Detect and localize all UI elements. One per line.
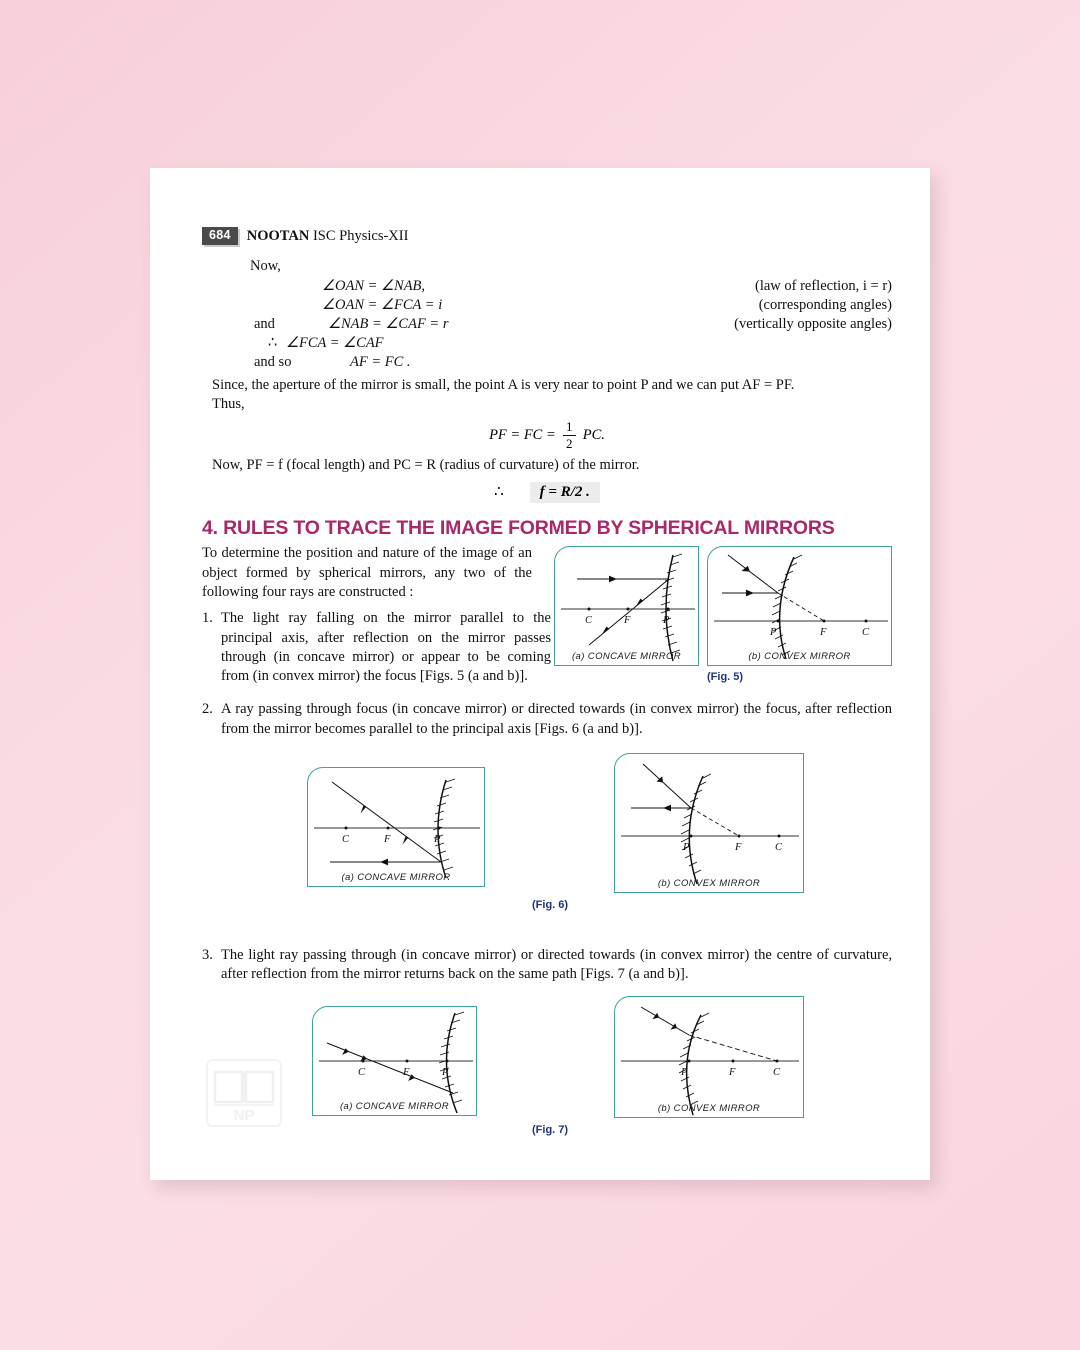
- math-row: [202, 354, 892, 373]
- publisher-watermark: [205, 1058, 283, 1128]
- figure-7b-caption: (b) CONVEX MIRROR: [657, 1103, 761, 1115]
- figure-6a-concave-mirror: [307, 767, 485, 887]
- math-lead: ∴: [268, 335, 278, 351]
- figure-7a-label-P: P: [442, 1067, 449, 1079]
- math-row: [202, 335, 892, 354]
- math-equation: AF = FC .: [350, 354, 411, 370]
- thus-label: Thus,: [212, 396, 245, 413]
- page-content: [202, 226, 892, 1156]
- open-book-icon: [205, 1058, 283, 1128]
- figure-6-tag: (Fig. 6): [532, 898, 569, 911]
- figure-6b-label-F: F: [735, 841, 742, 853]
- fraction-one-half: [563, 420, 576, 450]
- math-equation: ∠OAN = ∠NAB,: [322, 278, 426, 294]
- watermark-np-text: NP: [233, 1107, 255, 1124]
- figure-7b-diagram: [615, 997, 805, 1119]
- figure-6a-diagram: [308, 768, 486, 888]
- rule-item-2: [202, 700, 892, 739]
- math-equation: ∠OAN = ∠FCA = i: [322, 297, 443, 313]
- therefore-symbol: ∴: [494, 484, 504, 501]
- figure-6a-label-P: P: [434, 833, 441, 845]
- now-label: Now,: [250, 258, 281, 274]
- math-row: [202, 278, 892, 297]
- figure-6a-label-F: F: [384, 833, 391, 845]
- figure-7b-convex-mirror: [614, 996, 804, 1118]
- rule-item-1: [202, 609, 551, 686]
- figure-7a-label-F: F: [403, 1067, 410, 1079]
- math-lead: and so: [254, 354, 292, 370]
- figure-7b-label-F: F: [729, 1067, 736, 1079]
- rule-text: A ray passing through focus (in concave mirror) or directed towards (in convex mirror) the focus, after reflection from the mirror becomes parallel to the principal axis [Figs. 6 (a and b)].: [221, 701, 892, 737]
- figure-7-group: [202, 996, 892, 1156]
- math-note: (vertically opposite angles): [734, 316, 892, 332]
- figure-5b-caption: (b) CONVEX MIRROR: [748, 651, 851, 663]
- figure-6a-label-C: C: [342, 833, 350, 845]
- figure-6a-caption: (a) CONCAVE MIRROR: [341, 871, 451, 883]
- figure-5b-diagram: [708, 547, 893, 667]
- figure-5a-concave-mirror: [554, 546, 699, 666]
- figure-6b-caption: (b) CONVEX MIRROR: [657, 877, 761, 889]
- derivation-block: [202, 278, 892, 373]
- textbook-page-sheet: [150, 168, 930, 1180]
- fraction-denominator: 2: [566, 435, 573, 451]
- figure-6b-label-C: C: [775, 841, 783, 853]
- figure-7b-label-P: P: [681, 1067, 688, 1079]
- figure-5a-diagram: [555, 547, 700, 667]
- figure-5-tag: (Fig. 5): [707, 671, 744, 684]
- figure-5a-label-C: C: [585, 615, 593, 627]
- fraction-numerator: 1: [566, 419, 573, 435]
- rule-item-3: [202, 946, 892, 985]
- book-title: [247, 228, 409, 245]
- figure-5b-convex-mirror: [707, 546, 892, 666]
- figure-5b-label-F: F: [820, 627, 827, 639]
- figure-6b-convex-mirror: [614, 753, 804, 893]
- display-eq-right: PC.: [582, 426, 605, 443]
- book-title-rest: ISC Physics-XII: [309, 227, 409, 244]
- rule-marker: 1.: [202, 610, 213, 627]
- figure-7a-caption: (a) CONCAVE MIRROR: [339, 1101, 450, 1113]
- focal-length-paragraph: Now, PF = f (focal length) and PC = R (radius of curvature) of the mirror.: [212, 457, 640, 474]
- figure-5a-caption: (a) CONCAVE MIRROR: [571, 651, 682, 663]
- figure-7b-label-C: C: [773, 1067, 781, 1079]
- math-row: [202, 316, 892, 335]
- figure-7a-concave-mirror: [312, 1006, 477, 1116]
- focal-length-formula: f = R/2 .: [530, 482, 600, 503]
- display-eq-left: PF = FC =: [489, 426, 556, 443]
- book-title-bold: NOOTAN: [246, 227, 310, 244]
- section-heading: 4. RULES TO TRACE THE IMAGE FORMED BY SPHERICAL MIRRORS: [202, 517, 835, 540]
- rule-text: The light ray falling on the mirror parallel to the principal axis, after reflection on the mirror passes through (in concave mirror) or appear to be coming from (in convex mirror) the focus [Figs. 5 (a and b)].: [221, 610, 551, 685]
- rule-marker: 2.: [202, 701, 213, 718]
- section-intro-paragraph: To determine the position and nature of the image of an object formed by spherical mirrors, any two of the following four rays are constructed :: [202, 545, 532, 600]
- rule-text: The light ray passing through (in concave mirror) or directed towards (in convex mirror) the centre of curvature, after reflection from the mirror returns back on the same path [Figs. 7 (a and b)].: [221, 946, 892, 983]
- figure-7a-label-C: C: [358, 1067, 366, 1079]
- page-number-badge: 684: [202, 227, 238, 245]
- math-note: (corresponding angles): [758, 297, 892, 313]
- figure-6b-diagram: [615, 754, 805, 894]
- figure-5b-label-C: C: [862, 627, 870, 639]
- figure-7-tag: (Fig. 7): [532, 1124, 569, 1137]
- math-equation: ∠FCA = ∠CAF: [286, 335, 384, 351]
- math-note: (law of reflection, i = r): [754, 278, 892, 294]
- boxed-result: [202, 482, 892, 501]
- figure-6b-label-P: P: [683, 841, 690, 853]
- display-equation: [202, 420, 892, 454]
- running-head: [202, 226, 892, 246]
- math-row: [202, 297, 892, 316]
- intro-and-fig5-row: [202, 544, 892, 686]
- figure-5b-label-P: P: [770, 627, 777, 639]
- math-lead: and: [254, 316, 275, 332]
- figure-5a-label-F: F: [624, 615, 631, 627]
- figure-6-group: [202, 753, 892, 938]
- rule-marker: 3.: [202, 946, 213, 963]
- math-equation: ∠NAB = ∠CAF = r: [328, 316, 449, 332]
- aperture-paragraph: Since, the aperture of the mirror is small, the point A is very near to point P and we can put AF = PF.: [212, 377, 795, 393]
- figure-5a-label-P: P: [663, 615, 670, 627]
